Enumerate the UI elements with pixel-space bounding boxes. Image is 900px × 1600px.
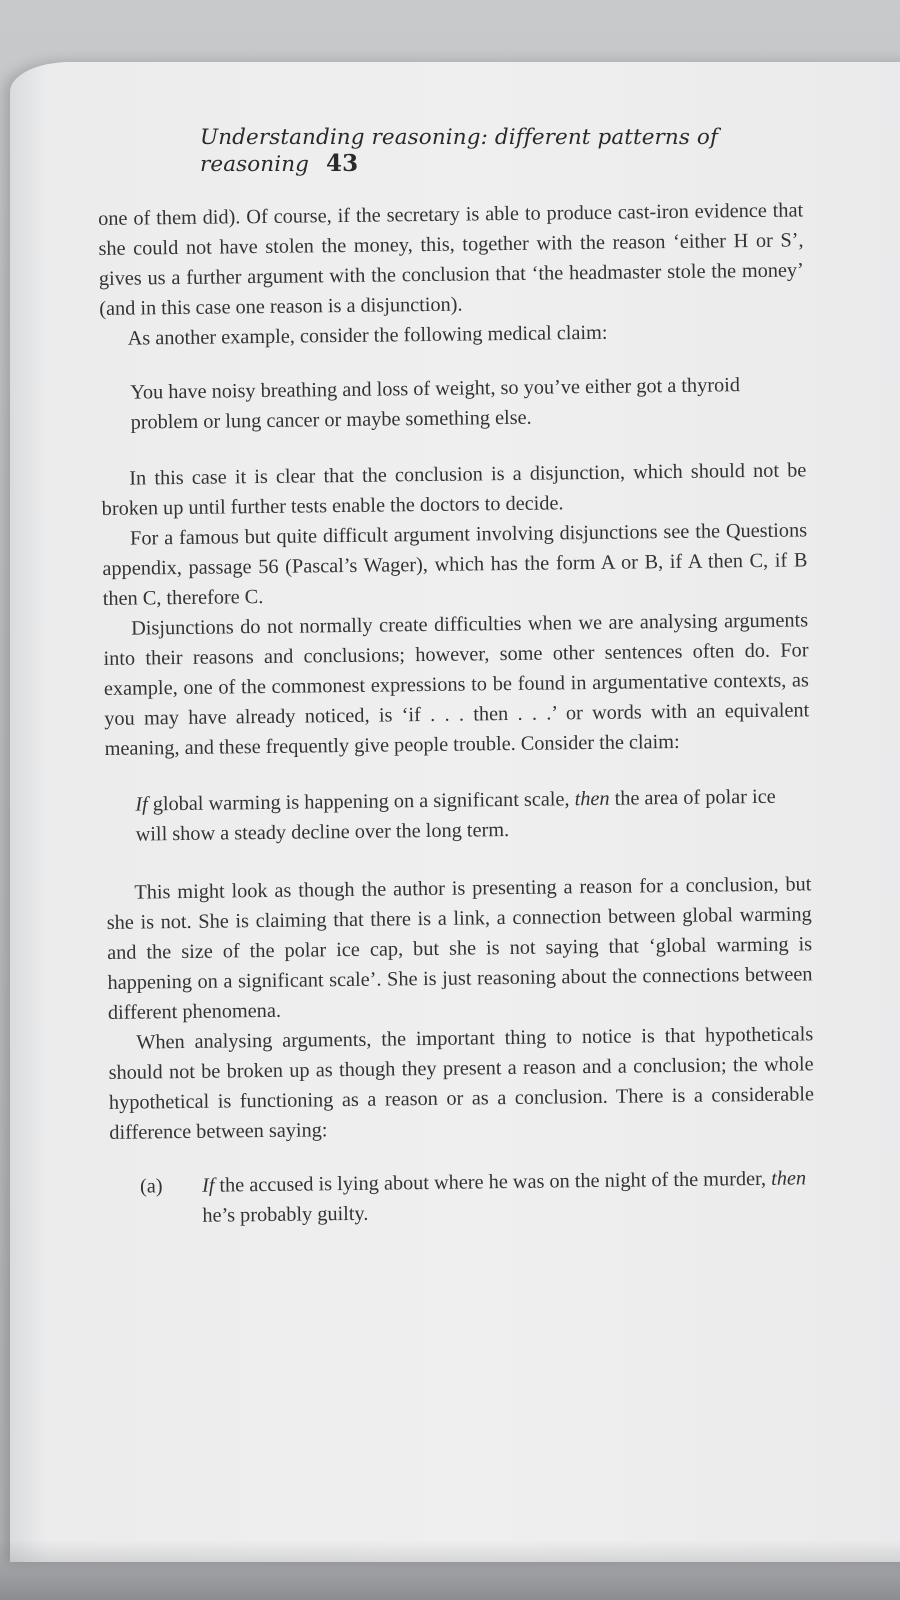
- paragraph-medical-intro: As another example, consider the following medical claim:: [127, 321, 608, 350]
- item-a-text: [202, 1163, 816, 1230]
- page-number: 43: [325, 150, 359, 177]
- running-title: Understanding reasoning: different patterns of reasoning: [200, 125, 719, 177]
- emphasis-if-a: If: [201, 1174, 215, 1197]
- emphasis-if: If: [135, 793, 148, 816]
- item-a-text-1: the accused is lying about where he was on the night of the murder,: [214, 1167, 772, 1197]
- page-body: [98, 195, 816, 1232]
- emphasis-then: then: [574, 787, 610, 811]
- quote-text-2: the area of polar ice will show a steady decline over the long term.: [135, 785, 776, 846]
- emphasis-then-a: then: [770, 1167, 807, 1190]
- quote-medical-claim: You have noisy breathing and loss of weight, so you’ve either got a thyroid problem or lung cancer or maybe something else.: [130, 374, 741, 434]
- running-header: [200, 125, 800, 177]
- paragraph-disjunction-conclusion: In this case it is clear that the conclusion is a disjunction, which should not be broken up until further tests enable the doctors to decide.: [101, 459, 807, 520]
- item-a-label: (a): [139, 1175, 163, 1198]
- paragraph-pascal-wager: For a famous but quite difficult argument involving disjunctions see the Questions appendix, passage 56 (Pascal’s Wager), which has the form A or B, if A then C, if B then C, therefore C.: [102, 519, 808, 610]
- example-item-a: [140, 1163, 816, 1231]
- paragraph-continuation: one of them did). Of course, if the secretary is able to produce cast-iron evidence that she could not have stolen the money, this, together with the reason ‘either H or S’, gives us a further argument with the conclusion that ‘the headmaster stole the money’ (and in this case one reason is a disjunction).: [98, 199, 804, 320]
- quote-text-1: global warming is happening on a significant scale,: [147, 788, 575, 816]
- bottom-shadow: [0, 1540, 900, 1600]
- paragraph-if-then: Disjunctions do not normally create difficulties when we are analysing arguments into their reasons and conclusions; however, some other sentences often do. For example, one of the commonest expressions to be found in argumentative contexts, as you may have already noticed, is ‘if . . . then . . .’ or words with an equivalent meaning, and these frequently give people trouble. Consider the claim:: [103, 609, 810, 760]
- quote-global-warming: [135, 781, 811, 849]
- paragraph-author-link: This might look as though the author is presenting a reason for a conclusion, but she is not. She is claiming that there is a link, a connection between global warming and the size of the polar ice cap, but she is not saying that ‘global warming is happening on a significant scale’. She is just reasoning about the connections between different phenomena.: [106, 873, 813, 1024]
- item-a-text-2: he’s probably guilty.: [202, 1202, 369, 1227]
- paragraph-hypotheticals: When analysing arguments, the important thing to notice is that hypotheticals should not be broken up as though they present a reason and a conclusion; the whole hypothetical is functioning as a reason or as a conclusion. There is a considerable difference between saying:: [108, 1023, 815, 1144]
